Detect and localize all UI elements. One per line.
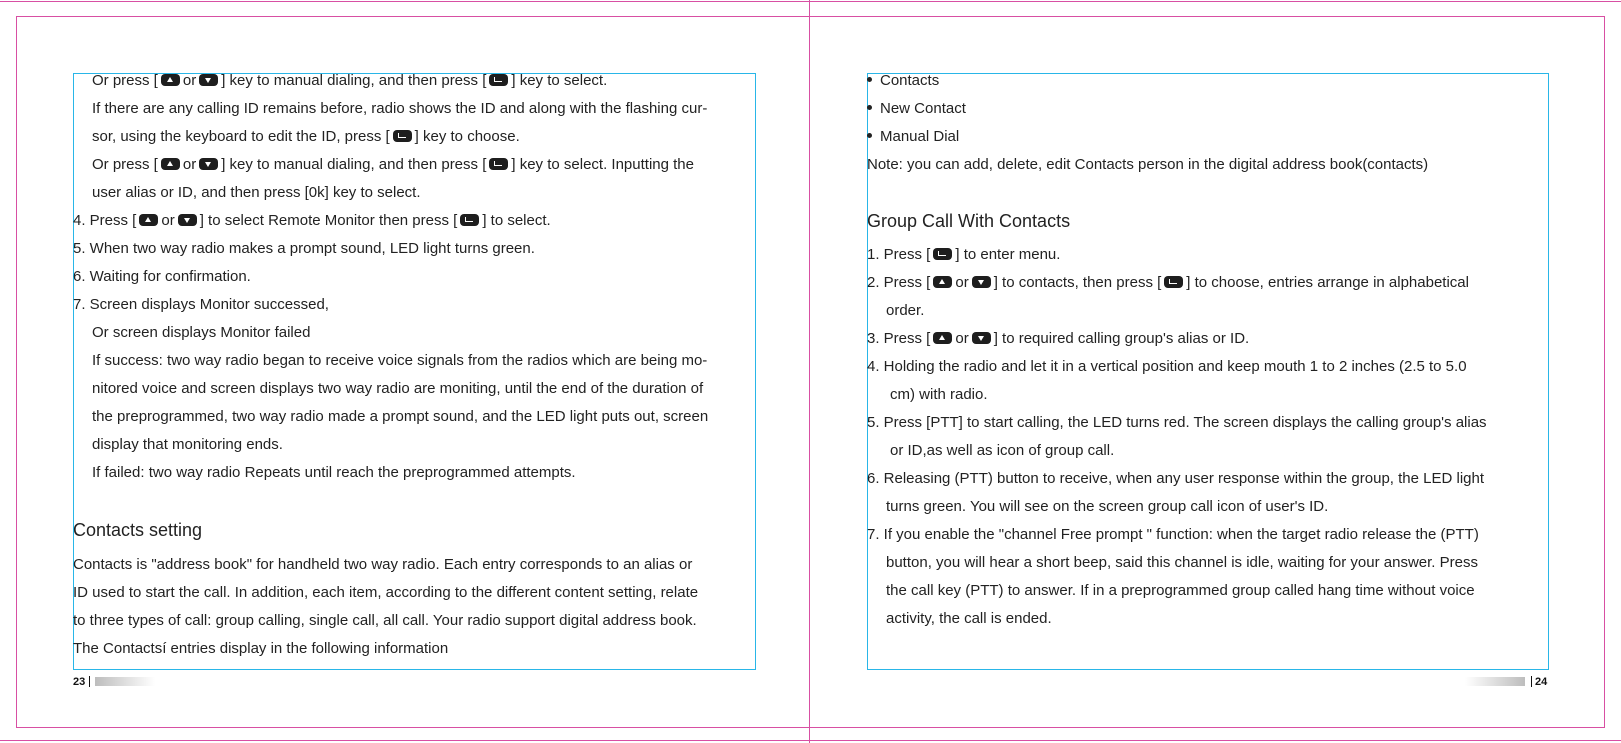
text-segment: ] to select. — [482, 212, 551, 229]
page-number-divider — [89, 676, 90, 687]
paragraph-line: ID used to start the call. In addition, each item, according to the different content setting, relate — [73, 584, 699, 601]
menu-key-icon — [393, 130, 412, 142]
text-line: 5. When two way radio makes a prompt sound, LED light turns green. — [73, 240, 535, 257]
text-line: display that monitoring ends. — [92, 436, 283, 453]
text-segment: or — [955, 274, 969, 291]
step-line: turns green. You will see on the screen group call icon of user's ID. — [886, 498, 1329, 515]
menu-key-icon — [489, 158, 508, 170]
step-line: or ID,as well as icon of group call. — [890, 442, 1115, 459]
text-segment: ] to select Remote Monitor then press [ — [199, 212, 458, 229]
text-line — [92, 156, 694, 173]
text-segment: sor, using the keyboard to edit the ID, press [ — [92, 128, 390, 145]
step-line: 6. Releasing (PTT) button to receive, when any user response within the group, the LED light — [867, 470, 1484, 487]
bullet-icon — [867, 105, 872, 110]
down-arrow-key-icon — [972, 276, 991, 288]
bullet-icon — [867, 133, 872, 138]
bullet-text: Manual Dial — [880, 128, 960, 145]
bullet-item — [867, 100, 966, 117]
text-segment: ] key to select. — [511, 72, 608, 89]
section-heading: Contacts setting — [73, 520, 203, 540]
bullet-icon — [867, 77, 872, 82]
text-segment: ] to contacts, then press [ — [993, 274, 1162, 291]
text-line — [73, 212, 551, 229]
step-line: button, you will hear a short beep, said this channel is idle, waiting for your answer. Press — [886, 554, 1478, 571]
down-arrow-key-icon — [178, 214, 197, 226]
menu-key-icon — [1164, 276, 1183, 288]
text-segment: or — [955, 330, 969, 347]
page-number: 24 — [1535, 676, 1548, 688]
text-segment: ] key to manual dialing, and then press [ — [221, 156, 487, 173]
menu-key-icon — [933, 248, 952, 260]
page-number-bar — [1465, 677, 1525, 686]
step-line: the call key (PTT) to answer. If in a preprogrammed group called hang time without voice — [886, 582, 1475, 599]
step-line — [867, 274, 1469, 291]
text-line: If failed: two way radio Repeats until reach the preprogrammed attempts. — [92, 464, 576, 481]
text-line: user alias or ID, and then press [0k] key to select. — [92, 184, 421, 201]
down-arrow-key-icon — [199, 74, 218, 86]
paragraph-line: to three types of call: group calling, single call, all call. Your radio support digital address book. — [73, 612, 697, 629]
text-segment: 3. Press [ — [867, 330, 931, 347]
section-heading: Group Call With Contacts — [867, 211, 1071, 231]
text-segment: ] key to choose. — [414, 128, 520, 145]
center-fold-line — [809, 0, 810, 743]
text-line: nitored voice and screen displays two way radio are moniting, until the end of the duration of — [92, 380, 704, 397]
text-segment: ] to choose, entries arrange in alphabetical — [1186, 274, 1469, 291]
menu-key-icon — [489, 74, 508, 86]
text-segment: Or press [ — [92, 72, 158, 89]
text-line: If there are any calling ID remains before, radio shows the ID and along with the flashing cur- — [92, 100, 708, 117]
page-number-divider — [1531, 676, 1532, 687]
bottom-bleed-line — [0, 740, 1621, 741]
up-arrow-key-icon — [933, 332, 952, 344]
paragraph-line: The Contactsí entries display in the following information — [73, 640, 449, 657]
step-line — [867, 246, 1060, 263]
bullet-text: Contacts — [880, 72, 940, 89]
text-segment: 4. Press [ — [73, 212, 137, 229]
text-segment: Or press [ — [92, 156, 158, 173]
up-arrow-key-icon — [161, 158, 180, 170]
bullet-item — [867, 128, 959, 145]
text-line: 7. Screen displays Monitor successed, — [73, 296, 329, 313]
up-arrow-key-icon — [139, 214, 158, 226]
page-number-bar — [95, 677, 155, 686]
step-line: cm) with radio. — [890, 386, 988, 403]
bullet-item — [867, 72, 939, 89]
text-line — [92, 128, 520, 145]
text-segment: ] key to select. Inputting the — [511, 156, 694, 173]
step-line: order. — [886, 302, 925, 319]
up-arrow-key-icon — [161, 74, 180, 86]
text-segment: ] key to manual dialing, and then press [ — [221, 72, 487, 89]
text-segment: ] to enter menu. — [955, 246, 1061, 263]
text-segment: or — [161, 212, 175, 229]
top-bleed-line — [0, 1, 1621, 2]
text-segment: or — [182, 156, 197, 173]
text-segment: ] to required calling group's alias or ID. — [993, 330, 1250, 347]
bullet-text: New Contact — [880, 100, 966, 117]
paragraph-line: Contacts is "address book" for handheld two way radio. Each entry corresponds to an alias or — [73, 556, 693, 573]
note-line: Note: you can add, delete, edit Contacts person in the digital address book(contacts) — [867, 156, 1429, 173]
page-number: 23 — [73, 676, 86, 688]
up-arrow-key-icon — [933, 276, 952, 288]
step-line: 5. Press [PTT] to start calling, the LED turns red. The screen displays the calling group's alias — [867, 414, 1487, 431]
text-line: If success: two way radio began to receive voice signals from the radios which are being mo- — [92, 352, 708, 369]
step-line — [867, 330, 1249, 347]
text-line — [92, 72, 607, 89]
step-line: 4. Holding the radio and let it in a vertical position and keep mouth 1 to 2 inches (2.5 to 5.0 — [867, 358, 1467, 375]
text-segment: or — [182, 72, 197, 89]
down-arrow-key-icon — [972, 332, 991, 344]
step-line: activity, the call is ended. — [886, 610, 1052, 627]
text-line: 6. Waiting for confirmation. — [73, 268, 251, 285]
down-arrow-key-icon — [199, 158, 218, 170]
text-segment: 1. Press [ — [867, 246, 931, 263]
text-line: the preprogrammed, two way radio made a prompt sound, and the LED light puts out, screen — [92, 408, 709, 425]
step-line: 7. If you enable the "channel Free prompt " function: when the target radio release the (PTT) — [867, 526, 1479, 543]
menu-key-icon — [460, 214, 479, 226]
text-segment: 2. Press [ — [867, 274, 931, 291]
text-line: Or screen displays Monitor failed — [92, 324, 311, 341]
